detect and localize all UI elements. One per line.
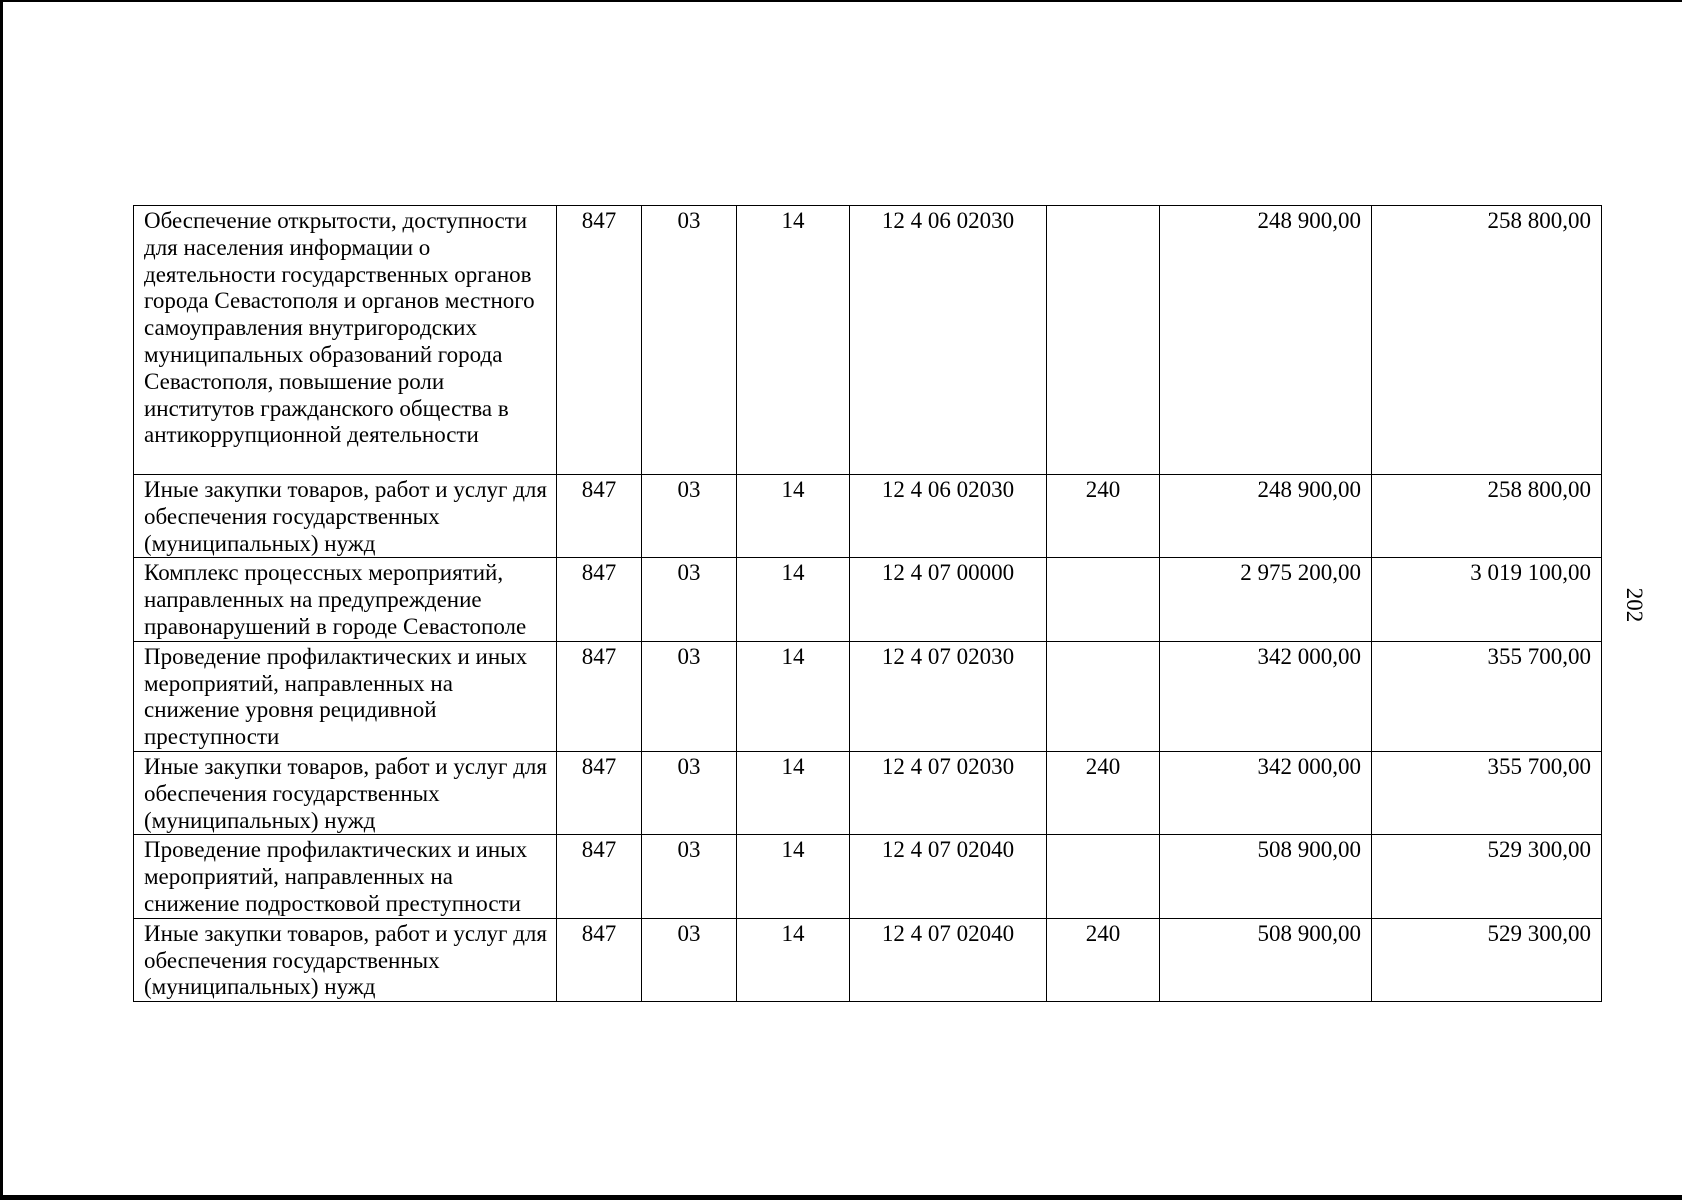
amount-year-2: 258 800,00 xyxy=(1372,206,1602,475)
table-row xyxy=(134,751,1602,834)
subsection-code: 14 xyxy=(737,558,850,641)
amount-year-2: 529 300,00 xyxy=(1372,835,1602,918)
amount-year-2: 258 800,00 xyxy=(1372,475,1602,558)
department-code: 847 xyxy=(557,751,642,834)
amount-year-2: 3 019 100,00 xyxy=(1372,558,1602,641)
scan-edge-top xyxy=(0,0,1682,2)
amount-year-2: 529 300,00 xyxy=(1372,918,1602,1001)
expense-type-code: 240 xyxy=(1047,918,1160,1001)
row-name: Комплекс процессных мероприятий, направленных на предупреждение правонарушений в городе Севастополе xyxy=(134,558,557,641)
section-code: 03 xyxy=(642,641,737,751)
subsection-code: 14 xyxy=(737,751,850,834)
table-row xyxy=(134,206,1602,475)
department-code: 847 xyxy=(557,558,642,641)
subsection-code: 14 xyxy=(737,918,850,1001)
expense-type-code xyxy=(1047,558,1160,641)
table-row xyxy=(134,558,1602,641)
table-row xyxy=(134,918,1602,1001)
subsection-code: 14 xyxy=(737,641,850,751)
expense-type-code xyxy=(1047,641,1160,751)
page-number: 202 xyxy=(1622,587,1647,623)
section-code: 03 xyxy=(642,206,737,475)
target-article-code: 12 4 07 02030 xyxy=(850,641,1047,751)
target-article-code: 12 4 07 02040 xyxy=(850,918,1047,1001)
department-code: 847 xyxy=(557,206,642,475)
target-article-code: 12 4 06 02030 xyxy=(850,206,1047,475)
section-code: 03 xyxy=(642,751,737,834)
amount-year-2: 355 700,00 xyxy=(1372,751,1602,834)
table-row xyxy=(134,641,1602,751)
department-code: 847 xyxy=(557,475,642,558)
amount-year-1: 2 975 200,00 xyxy=(1160,558,1372,641)
amount-year-1: 248 900,00 xyxy=(1160,206,1372,475)
department-code: 847 xyxy=(557,835,642,918)
target-article-code: 12 4 07 02040 xyxy=(850,835,1047,918)
amount-year-1: 248 900,00 xyxy=(1160,475,1372,558)
expense-type-code: 240 xyxy=(1047,751,1160,834)
amount-year-1: 508 900,00 xyxy=(1160,835,1372,918)
row-name: Проведение профилактических и иных мероприятий, направленных на снижение уровня рецидивной преступности xyxy=(134,641,557,751)
expense-type-code: 240 xyxy=(1047,475,1160,558)
department-code: 847 xyxy=(557,641,642,751)
department-code: 847 xyxy=(557,918,642,1001)
amount-year-1: 508 900,00 xyxy=(1160,918,1372,1001)
section-code: 03 xyxy=(642,475,737,558)
row-name: Иные закупки товаров, работ и услуг для обеспечения государственных (муниципальных) нужд xyxy=(134,751,557,834)
budget-table xyxy=(133,205,1602,1002)
amount-year-1: 342 000,00 xyxy=(1160,751,1372,834)
target-article-code: 12 4 07 02030 xyxy=(850,751,1047,834)
table-row xyxy=(134,835,1602,918)
subsection-code: 14 xyxy=(737,475,850,558)
target-article-code: 12 4 07 00000 xyxy=(850,558,1047,641)
scan-edge-left xyxy=(0,0,3,1200)
section-code: 03 xyxy=(642,918,737,1001)
table-row xyxy=(134,475,1602,558)
subsection-code: 14 xyxy=(737,835,850,918)
row-name: Обеспечение открытости, доступности для населения информации о деятельности государственных органов города Севастополя и органов местного самоуправления внутригородских муниципальных образований города Севастополя, повышение роли институтов гражданского общества в антикоррупционной деятельности xyxy=(134,206,557,475)
amount-year-2: 355 700,00 xyxy=(1372,641,1602,751)
row-name: Проведение профилактических и иных мероприятий, направленных на снижение подростковой преступности xyxy=(134,835,557,918)
target-article-code: 12 4 06 02030 xyxy=(850,475,1047,558)
row-name: Иные закупки товаров, работ и услуг для обеспечения государственных (муниципальных) нужд xyxy=(134,475,557,558)
section-code: 03 xyxy=(642,835,737,918)
expense-type-code xyxy=(1047,206,1160,475)
section-code: 03 xyxy=(642,558,737,641)
row-name: Иные закупки товаров, работ и услуг для обеспечения государственных (муниципальных) нужд xyxy=(134,918,557,1001)
expense-type-code xyxy=(1047,835,1160,918)
scan-edge-bottom xyxy=(0,1195,1682,1200)
amount-year-1: 342 000,00 xyxy=(1160,641,1372,751)
subsection-code: 14 xyxy=(737,206,850,475)
